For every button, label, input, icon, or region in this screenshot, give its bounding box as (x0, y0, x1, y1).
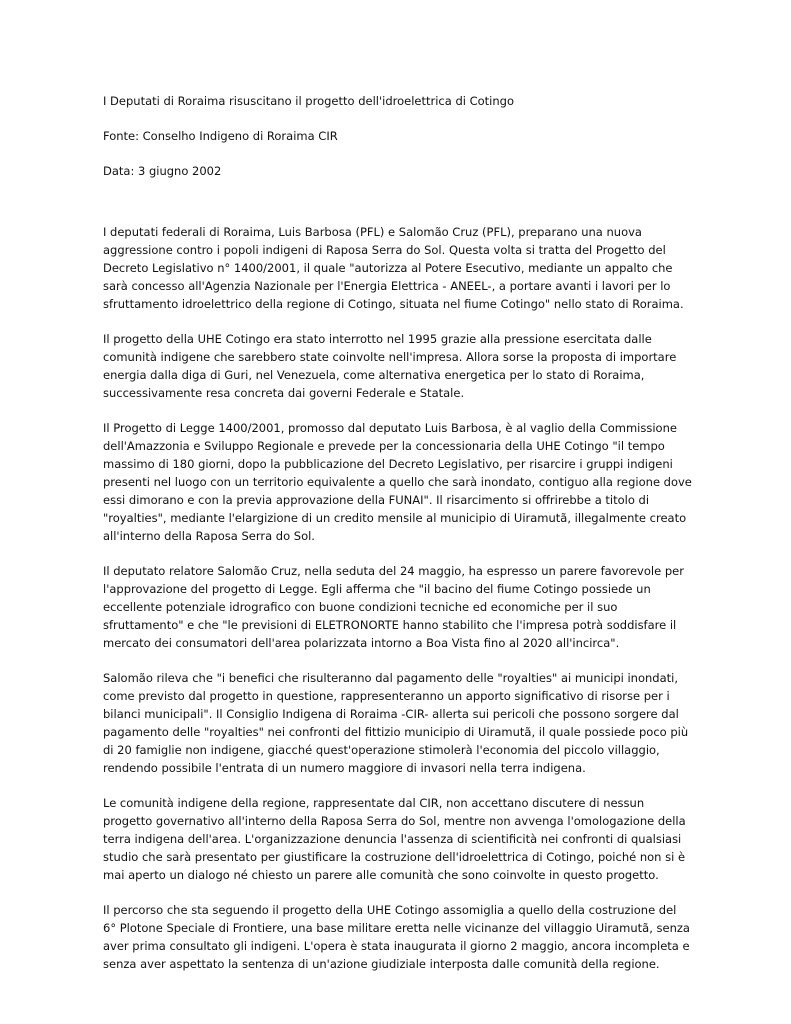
document-date: Data: 3 giugno 2002 (103, 164, 222, 178)
paragraph: Il percorso che sta seguendo il progetto della UHE Cotingo assomiglia a quello della costruzione del 6° Plotone Speciale di Frontiere, una base militare eretta nelle vicinanze del villaggio Uiramutã, senza aver prima consultato gli indigeni. L'opera è stata inaugurata il giorno 2 maggio, ancora incompleta e senza aver aspettato la sentenza di un'azione giudiziale interposta dalle comunità della regione. (103, 903, 690, 971)
paragraph: Le comunità indigene della regione, rappresentate dal CIR, non accettano discutere di nessun progetto governativo all'interno della Raposa Serra do Sol, mentre non avvenga l'omologazione della terra indigena dell'area. L'organizzazione denuncia l'assenza di scientificità nei confronti di qualsiasi studio che sarà presentato per giustificare la costruzione dell'idroelettrica di Cotingo, poiché non si è mai aperto un dialogo né chiesto un parere alle comunità che sono coinvolte in questo progetto. (103, 796, 686, 882)
paragraph: Il deputato relatore Salomão Cruz, nella seduta del 24 maggio, ha espresso un parere favorevole per l'approvazione del progetto di Legge. Egli afferma che "il bacino del fiume Cotingo possiede un eccellente potenziale idrografico con buone condizioni tecniche ed economiche per il suo sfruttamento" e che "le previsioni di ELETRONORTE hanno stabilito che l'impresa potrà soddisfare il mercato dei consumatori dell'area polarizzata intorno a Boa Vista fino al 2020 all'incirca". (103, 564, 684, 650)
document-title: I Deputati di Roraima risuscitano il progetto dell'idroelettrica di Cotingo (103, 94, 514, 108)
document-content (103, 92, 693, 990)
paragraph: I deputati federali di Roraima, Luis Barbosa (PFL) e Salomão Cruz (PFL), preparano una nuova aggressione contro i popoli indigeni di Raposa Serra do Sol. Questa volta si tratta del Progetto del Decreto Legislativo n° 1400/2001, il quale "autorizza al Potere Esecutivo, mediante un appalto che sarà concesso all'Agenzia Nazionale per l'Energia Elettrica - ANEEL-, a portare avanti i lavori per lo sfruttamento idroelettrico della regione di Cotingo, situata nel fiume Cotingo" nello stato di Roraima. (103, 225, 684, 311)
paragraph: Salomão rileva che "i benefici che risulteranno dal pagamento delle "royalties" ai municipi inondati, come previsto dal progetto in questione, rappresenteranno un apporto significativo di risorse per i bilanci municipali". Il Consiglio Indigena di Roraima -CIR- allerta sui pericoli che possono sorgere dal pagamento delle "royalties" nei confronti del fittizio municipio di Uiramutã, il quale possiede poco più di 20 famiglie non indigene, giacché quest'operazione stimolerà l'economia del piccolo villaggio, rendendo possibile l'entrata di un numero maggiore di invasori nella terra indigena. (103, 671, 689, 775)
paragraph: Il Progetto di Legge 1400/2001, promosso dal deputato Luis Barbosa, è al vaglio della Commissione dell'Amazzonia e Sviluppo Regionale e prevede per la concessionaria della UHE Cotingo "il tempo massimo di 180 giorni, dopo la pubblicazione del Decreto Legislativo, per risarcire i gruppi indigeni presenti nel luogo con un territorio equivalente a quello che sarà inondato, contiguo alla regione dove essi dimorano e con la previa approvazione della FUNAI". Il risarcimento si offrirebbe a titolo di "royalties", mediante l'elargizione di un credito mensile al municipio di Uiramutã, illegalmente creato all'interno della Raposa Serra do Sol. (103, 421, 692, 543)
document-source: Fonte: Conselho Indigeno di Roraima CIR (103, 129, 338, 143)
paragraph: Il progetto della UHE Cotingo era stato interrotto nel 1995 grazie alla pressione esercitata dalle comunità indigene che sarebbero state coinvolte nell'impresa. Allora sorse la proposta di importare energia dalla diga di Guri, nel Venezuela, come alternativa energetica per lo stato di Roraima, successivamente resa concreta dai governi Federale e Statale. (103, 332, 677, 400)
document-body (103, 223, 693, 973)
